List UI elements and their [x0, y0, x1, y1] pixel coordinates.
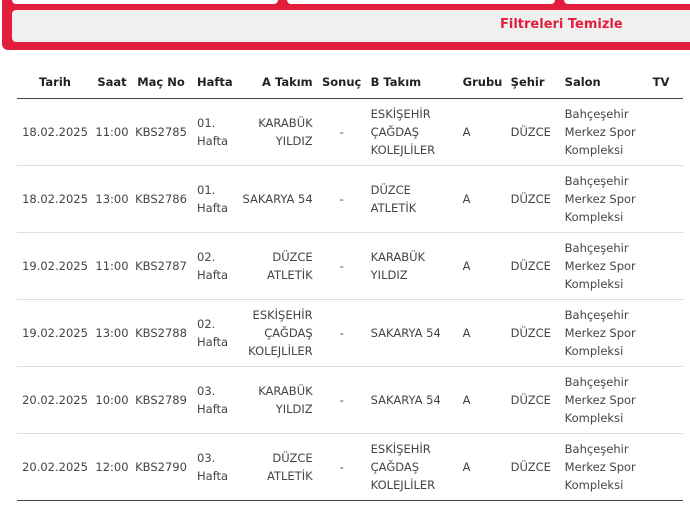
filter-select-2[interactable] — [287, 0, 555, 4]
cell-match-no: KBS2790 — [131, 434, 191, 501]
cell-city: DÜZCE — [507, 434, 561, 501]
cell-match-no: KBS2789 — [131, 367, 191, 434]
cell-team-b: ESKİŞEHİR ÇAĞDAŞ KOLEJLİLER — [365, 99, 457, 166]
cell-team-a: KARABÜK YILDIZ — [233, 367, 319, 434]
cell-week: 02. Hafta — [191, 300, 233, 367]
table-row — [17, 367, 683, 434]
cell-city: DÜZCE — [507, 367, 561, 434]
filter-select-3[interactable] — [564, 0, 690, 4]
cell-hall: Bahçeşehir Merkez Spor Kompleksi — [561, 166, 649, 233]
cell-score: - — [319, 233, 365, 300]
cell-score: - — [319, 300, 365, 367]
header-match-no[interactable]: Maç No — [131, 66, 191, 99]
header-team-a[interactable]: A Takım — [233, 66, 319, 99]
clear-filters-label: Filtreleri Temizle — [500, 17, 623, 32]
cell-team-b: SAKARYA 54 — [365, 367, 457, 434]
cell-team-a: DÜZCE ATLETİK — [233, 434, 319, 501]
cell-team-a: SAKARYA 54 — [233, 166, 319, 233]
cell-week: 01. Hafta — [191, 166, 233, 233]
fixtures-table — [17, 66, 683, 501]
cell-score: - — [319, 166, 365, 233]
cell-tv — [649, 300, 683, 367]
cell-date: 20.02.2025 — [17, 367, 93, 434]
cell-tv — [649, 367, 683, 434]
cell-city: DÜZCE — [507, 166, 561, 233]
filter-select-1[interactable] — [12, 0, 278, 4]
cell-match-no: KBS2785 — [131, 99, 191, 166]
cell-team-b: ESKİŞEHİR ÇAĞDAŞ KOLEJLİLER — [365, 434, 457, 501]
cell-date: 18.02.2025 — [17, 166, 93, 233]
header-team-b[interactable]: B Takım — [365, 66, 457, 99]
cell-hall: Bahçeşehir Merkez Spor Kompleksi — [561, 99, 649, 166]
header-week[interactable]: Hafta — [191, 66, 233, 99]
cell-hall: Bahçeşehir Merkez Spor Kompleksi — [561, 367, 649, 434]
header-tv[interactable]: TV — [649, 66, 683, 99]
cell-group: A — [457, 99, 507, 166]
cell-team-a: KARABÜK YILDIZ — [233, 99, 319, 166]
cell-group: A — [457, 166, 507, 233]
cell-group: A — [457, 300, 507, 367]
cell-team-b: KARABÜK YILDIZ — [365, 233, 457, 300]
cell-team-a: DÜZCE ATLETİK — [233, 233, 319, 300]
cell-team-b: DÜZCE ATLETİK — [365, 166, 457, 233]
cell-score: - — [319, 99, 365, 166]
header-score[interactable]: Sonuç — [319, 66, 365, 99]
cell-time: 13:00 — [93, 166, 131, 233]
header-time[interactable]: Saat — [93, 66, 131, 99]
table-row — [17, 233, 683, 300]
cell-week: 03. Hafta — [191, 367, 233, 434]
cell-date: 19.02.2025 — [17, 300, 93, 367]
cell-time: 11:00 — [93, 233, 131, 300]
table-row — [17, 166, 683, 233]
cell-match-no: KBS2788 — [131, 300, 191, 367]
cell-time: 12:00 — [93, 434, 131, 501]
cell-hall: Bahçeşehir Merkez Spor Kompleksi — [561, 300, 649, 367]
cell-time: 10:00 — [93, 367, 131, 434]
table-row — [17, 99, 683, 166]
cell-tv — [649, 233, 683, 300]
header-group[interactable]: Grubu — [457, 66, 507, 99]
cell-date: 19.02.2025 — [17, 233, 93, 300]
cell-team-b: SAKARYA 54 — [365, 300, 457, 367]
cell-tv — [649, 166, 683, 233]
clear-filters-button[interactable] — [12, 10, 690, 42]
cell-match-no: KBS2787 — [131, 233, 191, 300]
cell-city: DÜZCE — [507, 99, 561, 166]
cell-tv — [649, 99, 683, 166]
cell-week: 01. Hafta — [191, 99, 233, 166]
cell-tv — [649, 434, 683, 501]
header-hall[interactable]: Salon — [561, 66, 649, 99]
table-row — [17, 434, 683, 501]
filter-panel — [2, 0, 690, 50]
cell-group: A — [457, 233, 507, 300]
cell-time: 13:00 — [93, 300, 131, 367]
cell-match-no: KBS2786 — [131, 166, 191, 233]
header-date[interactable]: Tarih — [17, 66, 93, 99]
table-row — [17, 300, 683, 367]
cell-week: 03. Hafta — [191, 434, 233, 501]
cell-group: A — [457, 434, 507, 501]
cell-date: 20.02.2025 — [17, 434, 93, 501]
cell-city: DÜZCE — [507, 233, 561, 300]
cell-score: - — [319, 367, 365, 434]
cell-score: - — [319, 434, 365, 501]
header-city[interactable]: Şehir — [507, 66, 561, 99]
cell-time: 11:00 — [93, 99, 131, 166]
cell-date: 18.02.2025 — [17, 99, 93, 166]
cell-team-a: ESKİŞEHİR ÇAĞDAŞ KOLEJLİLER — [233, 300, 319, 367]
cell-hall: Bahçeşehir Merkez Spor Kompleksi — [561, 434, 649, 501]
cell-city: DÜZCE — [507, 300, 561, 367]
cell-week: 02. Hafta — [191, 233, 233, 300]
cell-group: A — [457, 367, 507, 434]
table-header-row — [17, 66, 683, 99]
cell-hall: Bahçeşehir Merkez Spor Kompleksi — [561, 233, 649, 300]
